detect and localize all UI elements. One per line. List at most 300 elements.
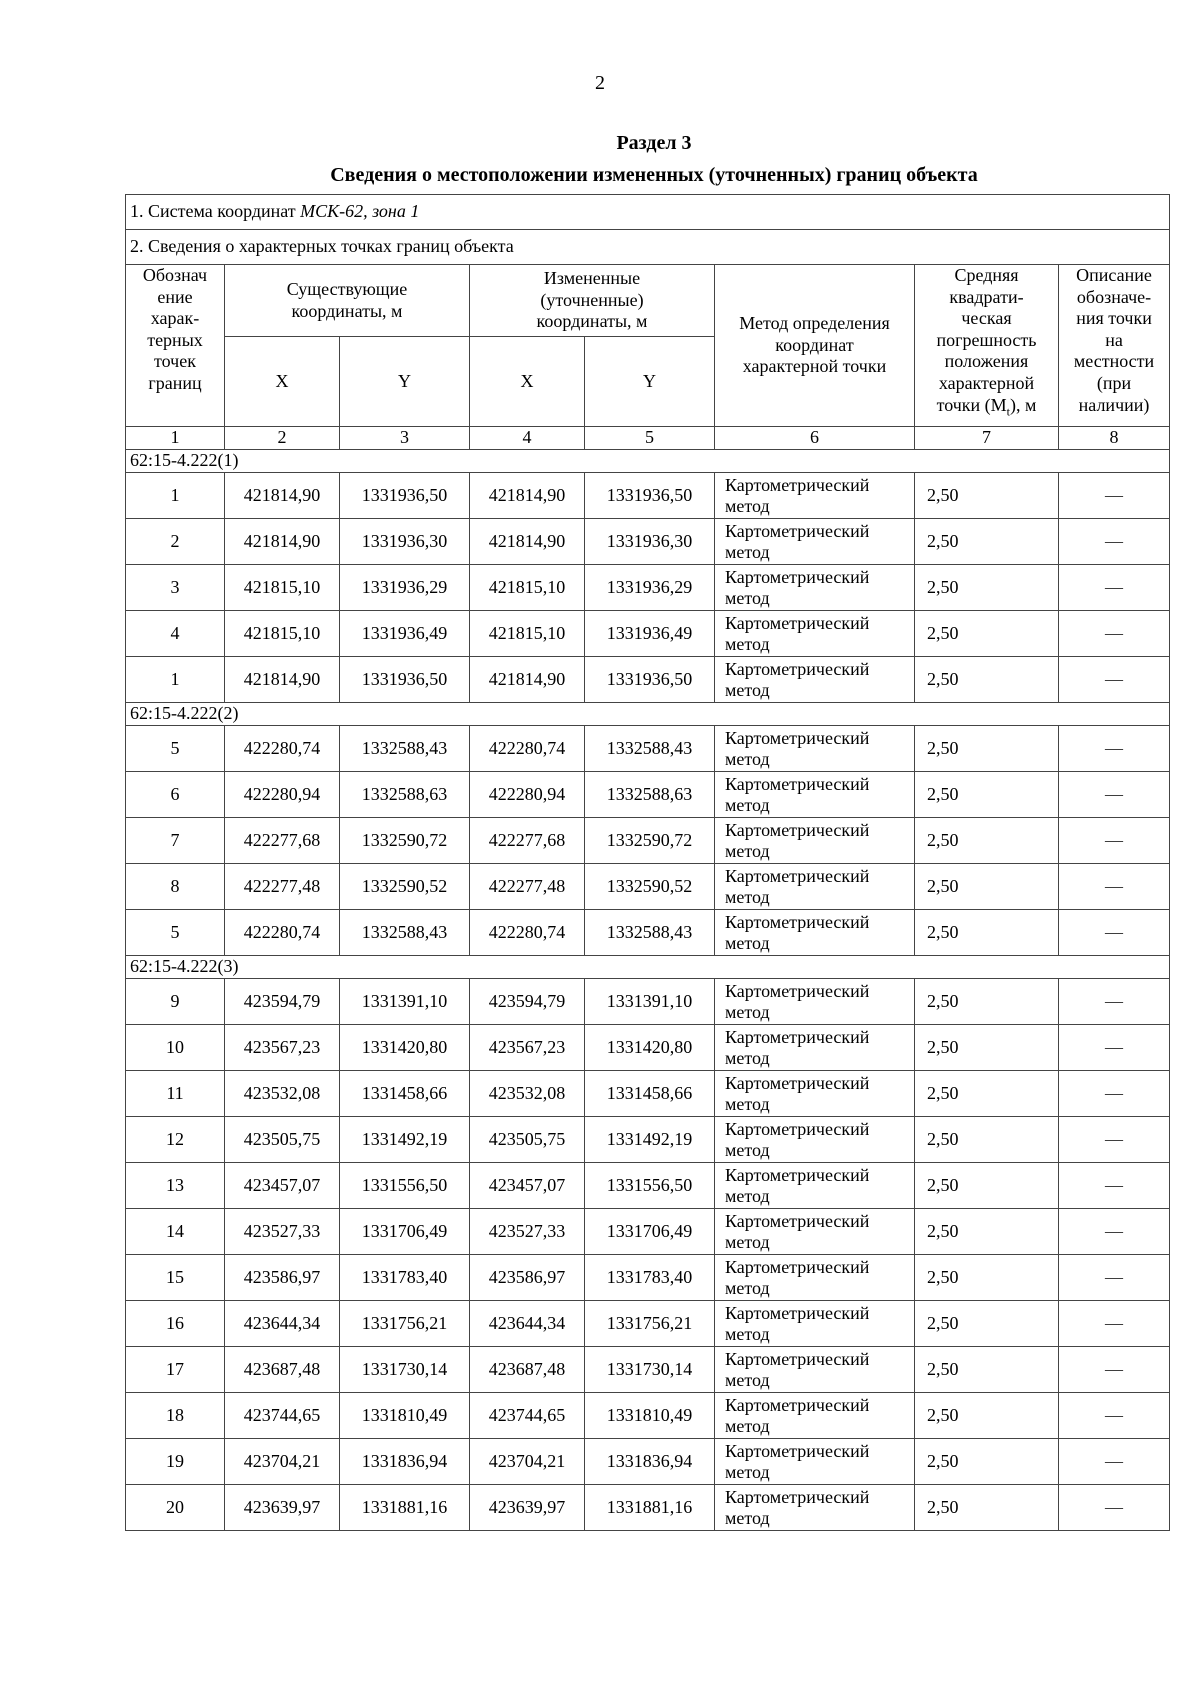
error-value: 2,50 [915,1255,1059,1301]
changed-y: 1332590,72 [585,818,715,864]
description-value: — [1059,657,1170,703]
changed-x: 421814,90 [470,473,585,519]
method-line: метод [725,1185,770,1206]
point-number: 4 [126,611,225,657]
coordinates-table [125,194,1170,1531]
changed-x: 421814,90 [470,519,585,565]
point-number: 5 [126,726,225,772]
header-line: Средняя [954,265,1019,285]
header-line: ческая [961,308,1012,329]
changed-y: 1331492,19 [585,1117,715,1163]
method-line: метод [725,1139,770,1160]
description-value: — [1059,818,1170,864]
header-line: местности [1073,351,1155,372]
changed-x: 423527,33 [470,1209,585,1255]
header-line: погрешность [936,329,1037,350]
error-value: 2,50 [915,1163,1059,1209]
description-value: — [1059,1209,1170,1255]
point-number: 11 [126,1071,225,1117]
point-number: 10 [126,1025,225,1071]
changed-x: 423639,97 [470,1485,585,1531]
method-line: метод [725,1047,770,1068]
method-line: Картометрический [725,980,870,1001]
method-cell [715,772,915,818]
method-line: Картометрический [725,1302,870,1323]
method-line: Картометрический [725,1440,870,1461]
table-row [126,1347,1170,1393]
existing-y: 1331458,66 [340,1071,470,1117]
changed-x: 423586,97 [470,1255,585,1301]
table-row [126,910,1170,956]
point-number: 2 [126,519,225,565]
table-row [126,657,1170,703]
header-changed-y: Y [585,337,715,427]
header-line: координаты, м [291,300,403,321]
column-number-7: 7 [915,427,1059,450]
description-value: — [1059,1439,1170,1485]
method-line: метод [725,1461,770,1482]
point-number: 14 [126,1209,225,1255]
method-line: Картометрический [725,773,870,794]
method-line: Картометрический [725,1256,870,1277]
method-cell [715,1071,915,1117]
method-cell [715,1301,915,1347]
error-value: 2,50 [915,1071,1059,1117]
error-value: 2,50 [915,772,1059,818]
description-value: — [1059,772,1170,818]
group-name: 62:15-4.222(1) [126,450,1170,473]
changed-x: 423532,08 [470,1071,585,1117]
error-value: 2,50 [915,1025,1059,1071]
description-value: — [1059,473,1170,519]
point-number: 20 [126,1485,225,1531]
changed-x: 423594,79 [470,979,585,1025]
existing-y: 1332590,72 [340,818,470,864]
existing-x: 423644,34 [225,1301,340,1347]
existing-y: 1331706,49 [340,1209,470,1255]
existing-x: 423704,21 [225,1439,340,1485]
existing-y: 1331836,94 [340,1439,470,1485]
method-cell [715,473,915,519]
existing-y: 1331936,50 [340,473,470,519]
changed-x: 422277,68 [470,818,585,864]
method-cell [715,1209,915,1255]
existing-y: 1331556,50 [340,1163,470,1209]
method-cell [715,979,915,1025]
existing-y: 1331936,29 [340,565,470,611]
description-value: — [1059,1485,1170,1531]
header-line: (уточненные) [540,289,644,310]
method-line: Картометрический [725,1486,870,1507]
method-cell [715,1485,915,1531]
method-cell [715,910,915,956]
description-value: — [1059,1301,1170,1347]
changed-x: 423687,48 [470,1347,585,1393]
method-line: Картометрический [725,1164,870,1185]
existing-y: 1332590,52 [340,864,470,910]
changed-x: 423644,34 [470,1301,585,1347]
description-value: — [1059,1025,1170,1071]
header-error-suffix: ), м [1010,394,1037,415]
method-line: метод [725,1369,770,1390]
header-line: Метод определения [739,313,890,334]
point-number: 8 [126,864,225,910]
point-number: 17 [126,1347,225,1393]
description-value: — [1059,1163,1170,1209]
point-number: 3 [126,565,225,611]
method-line: метод [725,495,770,516]
existing-y: 1331391,10 [340,979,470,1025]
method-line: Картометрический [725,1118,870,1139]
method-cell [715,726,915,772]
error-value: 2,50 [915,1209,1059,1255]
header-line: Существующие [286,278,408,299]
table-row [126,1025,1170,1071]
error-value: 2,50 [915,1347,1059,1393]
header-line: обозначе- [1076,286,1152,307]
changed-x: 421815,10 [470,611,585,657]
existing-y: 1331420,80 [340,1025,470,1071]
table-row [126,726,1170,772]
points-info-cell: 2. Сведения о характерных точках границ объекта [126,230,1170,265]
existing-x: 422280,94 [225,772,340,818]
method-line: Картометрический [725,1026,870,1047]
method-line: метод [725,932,770,953]
changed-y: 1332588,63 [585,772,715,818]
changed-x: 421815,10 [470,565,585,611]
changed-y: 1331881,16 [585,1485,715,1531]
error-value: 2,50 [915,979,1059,1025]
changed-x: 423505,75 [470,1117,585,1163]
header-line: координаты, м [536,311,648,332]
error-value: 2,50 [915,1393,1059,1439]
changed-y: 1331810,49 [585,1393,715,1439]
column-number-1: 1 [126,427,225,450]
column-number-2: 2 [225,427,340,450]
coord-system-cell [126,195,1170,230]
changed-y: 1332588,43 [585,726,715,772]
changed-x: 422280,74 [470,726,585,772]
changed-x: 422280,74 [470,910,585,956]
existing-y: 1331492,19 [340,1117,470,1163]
existing-y: 1331810,49 [340,1393,470,1439]
column-numbers-row [126,427,1170,450]
method-line: метод [725,1277,770,1298]
method-line: Картометрический [725,474,870,495]
table-row [126,519,1170,565]
header-point-designation [126,265,225,427]
existing-y: 1331936,30 [340,519,470,565]
method-line: метод [725,748,770,769]
header-line: харак- [150,308,200,329]
method-line: Картометрический [725,1210,870,1231]
method-cell [715,611,915,657]
coord-system-value: МСК-62, зона 1 [300,201,420,222]
existing-y: 1331783,40 [340,1255,470,1301]
header-line: координат [775,334,854,355]
header-line: Измененные [543,268,641,289]
method-cell [715,519,915,565]
point-number: 19 [126,1439,225,1485]
point-number: 12 [126,1117,225,1163]
changed-x: 422277,48 [470,864,585,910]
error-value: 2,50 [915,611,1059,657]
error-value: 2,50 [915,864,1059,910]
changed-y: 1331783,40 [585,1255,715,1301]
table-row [126,1209,1170,1255]
method-line: Картометрический [725,612,870,633]
point-number: 13 [126,1163,225,1209]
changed-y: 1331936,49 [585,611,715,657]
existing-x: 422277,68 [225,818,340,864]
header-line: ение [157,286,193,307]
existing-x: 423594,79 [225,979,340,1025]
header-row-top [126,265,1170,337]
changed-y: 1332590,52 [585,864,715,910]
header-existing-x: X [225,337,340,427]
table-row [126,611,1170,657]
column-number-5: 5 [585,427,715,450]
description-value: — [1059,726,1170,772]
point-number: 5 [126,910,225,956]
error-value: 2,50 [915,726,1059,772]
changed-y: 1331730,14 [585,1347,715,1393]
changed-y: 1331420,80 [585,1025,715,1071]
description-value: — [1059,979,1170,1025]
existing-x: 421815,10 [225,565,340,611]
header-line: характерной точки [742,356,887,377]
column-number-6: 6 [715,427,915,450]
method-cell [715,1439,915,1485]
existing-y: 1332588,43 [340,726,470,772]
header-line: границ [148,372,202,393]
point-number: 7 [126,818,225,864]
header-line: Обознач [142,265,208,285]
changed-x: 423457,07 [470,1163,585,1209]
coord-system-label: 1. Система координат [130,201,301,222]
existing-x: 423744,65 [225,1393,340,1439]
existing-x: 423457,07 [225,1163,340,1209]
header-changed-coords [470,265,715,337]
point-number: 9 [126,979,225,1025]
method-line: Картометрический [725,727,870,748]
method-line: метод [725,1507,770,1528]
existing-x: 423532,08 [225,1071,340,1117]
section-title: Раздел 3 [616,132,692,154]
existing-x: 423567,23 [225,1025,340,1071]
method-line: Картометрический [725,1394,870,1415]
method-cell [715,1255,915,1301]
existing-y: 1331756,21 [340,1301,470,1347]
changed-x: 423744,65 [470,1393,585,1439]
existing-x: 421814,90 [225,473,340,519]
method-cell [715,1117,915,1163]
method-cell [715,1393,915,1439]
header-line: (при [1096,372,1132,393]
table-row [126,1163,1170,1209]
existing-x: 422277,48 [225,864,340,910]
changed-x: 422280,94 [470,772,585,818]
existing-y: 1331936,50 [340,657,470,703]
table-row [126,772,1170,818]
changed-y: 1331458,66 [585,1071,715,1117]
changed-y: 1331936,30 [585,519,715,565]
header-changed-x: X [470,337,585,427]
column-number-3: 3 [340,427,470,450]
method-line: метод [725,886,770,907]
existing-y: 1332588,43 [340,910,470,956]
method-line: метод [725,1001,770,1022]
changed-y: 1331756,21 [585,1301,715,1347]
header-error-prefix: точки (M [936,394,1007,415]
method-line: метод [725,587,770,608]
existing-y: 1331881,16 [340,1485,470,1531]
method-cell [715,864,915,910]
method-line: Картометрический [725,520,870,541]
existing-x: 423687,48 [225,1347,340,1393]
group-row [126,703,1170,726]
method-line: Картометрический [725,819,870,840]
header-method [715,265,915,427]
method-line: метод [725,541,770,562]
error-value: 2,50 [915,1439,1059,1485]
error-value: 2,50 [915,1485,1059,1531]
changed-y: 1331556,50 [585,1163,715,1209]
point-number: 18 [126,1393,225,1439]
header-error [915,265,1059,427]
method-line: метод [725,794,770,815]
group-name: 62:15-4.222(2) [126,703,1170,726]
table-row [126,818,1170,864]
error-value: 2,50 [915,519,1059,565]
description-value: — [1059,1393,1170,1439]
header-error-sub: t [1006,404,1011,419]
header-error-last [915,395,1058,419]
table-row [126,1393,1170,1439]
header-line: Описание [1076,265,1152,285]
description-value: — [1059,864,1170,910]
point-number: 6 [126,772,225,818]
existing-x: 423505,75 [225,1117,340,1163]
existing-x: 422280,74 [225,910,340,956]
method-line: Картометрический [725,911,870,932]
changed-y: 1331936,50 [585,657,715,703]
point-number: 15 [126,1255,225,1301]
method-line: метод [725,1093,770,1114]
existing-x: 421814,90 [225,519,340,565]
points-info-row [126,230,1170,265]
existing-x: 421815,10 [225,611,340,657]
error-value: 2,50 [915,910,1059,956]
method-line: Картометрический [725,658,870,679]
existing-y: 1331730,14 [340,1347,470,1393]
table-row [126,1301,1170,1347]
existing-x: 422280,74 [225,726,340,772]
header-line: положения [944,351,1029,372]
existing-y: 1332588,63 [340,772,470,818]
method-line: метод [725,679,770,700]
method-cell [715,818,915,864]
description-value: — [1059,910,1170,956]
error-value: 2,50 [915,818,1059,864]
description-value: — [1059,1255,1170,1301]
table-row [126,1117,1170,1163]
header-line: характерной [938,372,1035,393]
error-value: 2,50 [915,1117,1059,1163]
point-number: 1 [126,473,225,519]
method-cell [715,1025,915,1071]
description-value: — [1059,611,1170,657]
point-number: 1 [126,657,225,703]
group-row [126,956,1170,979]
group-row [126,450,1170,473]
method-cell [715,1163,915,1209]
header-existing-y: Y [340,337,470,427]
coord-system-row [126,195,1170,230]
method-line: метод [725,1231,770,1252]
table-row [126,1255,1170,1301]
header-description [1059,265,1170,427]
point-number: 16 [126,1301,225,1347]
method-line: метод [725,840,770,861]
description-value: — [1059,1347,1170,1393]
header-line: на [1105,329,1123,350]
changed-x: 423567,23 [470,1025,585,1071]
error-value: 2,50 [915,657,1059,703]
page-number: 2 [595,72,605,94]
changed-x: 423704,21 [470,1439,585,1485]
section-subtitle: Сведения о местоположении измененных (уточненных) границ объекта [330,164,978,186]
group-name: 62:15-4.222(3) [126,956,1170,979]
column-number-4: 4 [470,427,585,450]
header-line: терных [147,329,203,350]
header-line: наличии) [1078,394,1150,415]
table-row [126,473,1170,519]
method-cell [715,657,915,703]
header-line: ния точки [1076,308,1152,329]
table-row [126,1485,1170,1531]
description-value: — [1059,1071,1170,1117]
existing-x: 423527,33 [225,1209,340,1255]
header-error-lines [915,265,1058,395]
changed-y: 1331836,94 [585,1439,715,1485]
header-line: точек [154,351,196,372]
changed-y: 1331936,50 [585,473,715,519]
error-value: 2,50 [915,1301,1059,1347]
existing-x: 423586,97 [225,1255,340,1301]
method-line: Картометрический [725,1348,870,1369]
description-value: — [1059,1117,1170,1163]
method-line: Картометрический [725,1072,870,1093]
method-cell [715,565,915,611]
error-value: 2,50 [915,565,1059,611]
method-line: Картометрический [725,865,870,886]
table-row [126,979,1170,1025]
description-value: — [1059,519,1170,565]
error-value: 2,50 [915,473,1059,519]
method-line: метод [725,1323,770,1344]
changed-y: 1331391,10 [585,979,715,1025]
header-line: квадрати- [949,286,1024,307]
method-line: метод [725,633,770,654]
existing-y: 1331936,49 [340,611,470,657]
changed-y: 1331706,49 [585,1209,715,1255]
column-number-8: 8 [1059,427,1170,450]
table-row [126,565,1170,611]
header-existing-coords [225,265,470,337]
description-value: — [1059,565,1170,611]
method-line: Картометрический [725,566,870,587]
